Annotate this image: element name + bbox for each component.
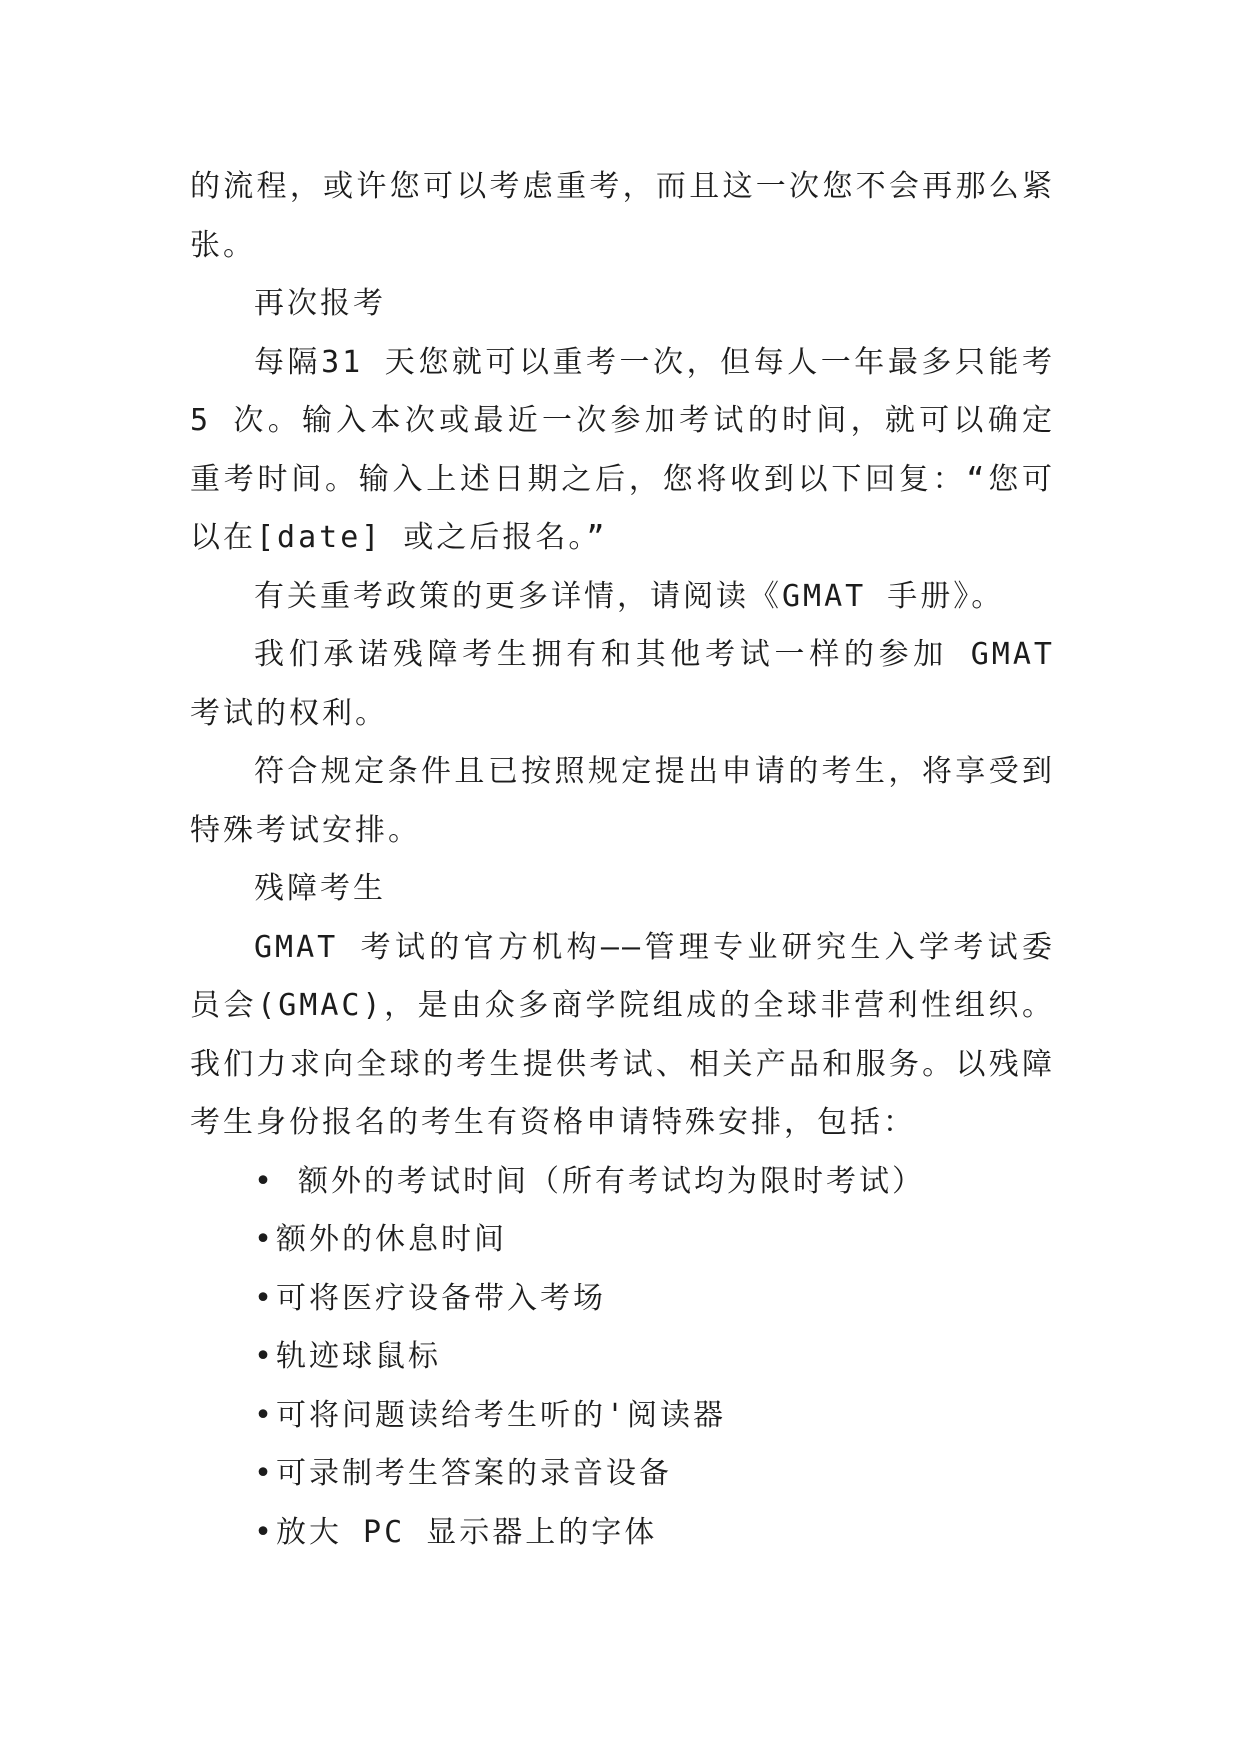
- bullet-icon: •: [254, 1222, 273, 1257]
- paragraph-special-arrangements: 符合规定条件且已按照规定提出申请的考生，将享受到特殊考试安排。: [190, 754, 1055, 848]
- bullet-icon: •: [254, 1397, 273, 1433]
- accommodations-list: [190, 1153, 1055, 1563]
- list-item: [254, 1328, 1055, 1387]
- bullet-icon: •: [254, 1514, 273, 1550]
- list-item-text: 可录制考生答案的录音设备: [276, 1456, 672, 1491]
- bullet-icon: •: [254, 1339, 273, 1374]
- list-item-text: 轨迹球鼠标: [276, 1339, 441, 1374]
- bullet-icon: •: [254, 1280, 273, 1316]
- list-item: [254, 1270, 1055, 1329]
- list-item: [254, 1387, 1055, 1446]
- list-item-text: 放大 PC 显示器上的字体: [276, 1514, 658, 1550]
- list-item-text: 额外的考试时间（所有考试均为限时考试）: [298, 1163, 925, 1199]
- paragraph-gmac-intro: GMAT 考试的官方机构——管理专业研究生入学考试委员会(GMAC)，是由众多商学院组成的全球非营利性组织。我们力求向全球的考生提供考试、相关产品和服务。以残障考生身份报名的考生有资格申请特殊安排，包括：: [190, 929, 1055, 1140]
- list-item: [254, 1153, 1055, 1212]
- document-body: [190, 158, 1055, 1562]
- bullet-icon: •: [254, 1456, 273, 1491]
- paragraph-retake-rules: 每隔31 天您就可以重考一次，但每人一年最多只能考5 次。输入本次或最近一次参加考试的时间，就可以确定重考时间。输入上述日期之后，您将收到以下回复：“您可以在[date] 或之后报名。”: [190, 344, 1055, 555]
- paragraph-retake-policy: 有关重考政策的更多详情，请阅读《GMAT 手册》。: [254, 578, 1005, 614]
- list-item: [254, 1445, 1055, 1504]
- paragraph-disability-commitment: 我们承诺残障考生拥有和其他考试一样的参加 GMAT 考试的权利。: [190, 637, 1055, 731]
- heading-disabled-candidates: 残障考生: [254, 871, 386, 906]
- list-item: [254, 1211, 1055, 1270]
- list-item-text: 额外的休息时间: [276, 1222, 507, 1257]
- list-item: [254, 1504, 1055, 1563]
- heading-retake-registration: 再次报考: [254, 286, 386, 321]
- bullet-icon: •: [254, 1163, 273, 1199]
- paragraph-continuation: 的流程，或许您可以考虑重考，而且这一次您不会再那么紧张。: [190, 169, 1055, 263]
- list-item-text: 可将问题读给考生听的'阅读器: [276, 1397, 727, 1433]
- list-item-text: 可将医疗设备带入考场: [276, 1280, 606, 1316]
